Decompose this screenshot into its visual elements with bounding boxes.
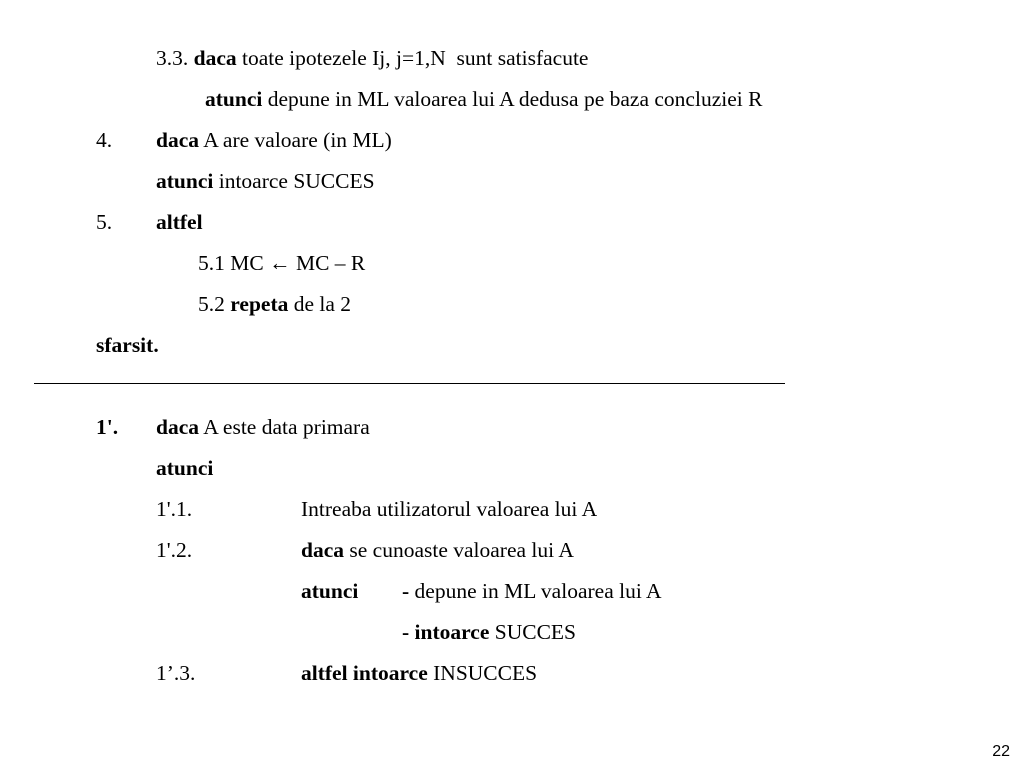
keyword-sfarsit: sfarsit. bbox=[96, 333, 159, 357]
keyword-atunci: atunci bbox=[301, 579, 359, 603]
line-5-1: 5.1 MC ← MC – R bbox=[198, 251, 366, 275]
step-1p-1-number: 1'.1. bbox=[156, 497, 193, 521]
line-1p-3 bbox=[301, 663, 537, 685]
keyword-altfel: altfel bbox=[156, 210, 203, 234]
keyword-atunci: atunci bbox=[156, 456, 214, 480]
keyword-atunci: atunci bbox=[205, 87, 263, 111]
step-5-number: 5. bbox=[96, 210, 113, 234]
line-4-then bbox=[156, 171, 375, 193]
step-1p-3-number: 1’.3. bbox=[156, 661, 196, 685]
action-text: SUCCES bbox=[494, 620, 577, 644]
line-1p-1-text: Intreaba utilizatorul valoarea lui A bbox=[301, 497, 598, 521]
action-text: depune in ML valoarea lui A bbox=[414, 579, 662, 603]
step-4-number: 4. bbox=[96, 128, 113, 152]
step-number: 3.3. bbox=[156, 46, 189, 70]
keyword-atunci: atunci bbox=[156, 169, 214, 193]
action-text: intoarce SUCCES bbox=[218, 169, 375, 193]
keyword-daca: daca bbox=[156, 415, 199, 439]
condition-text: A este data primara bbox=[203, 415, 370, 439]
keyword-daca: daca bbox=[301, 538, 344, 562]
keyword-altfel-intoarce: altfel intoarce bbox=[301, 661, 428, 685]
dash-marker: - bbox=[402, 579, 410, 603]
keyword-daca: daca bbox=[193, 46, 237, 70]
keyword-intoarce: - intoarce bbox=[402, 620, 490, 644]
keyword-daca: daca bbox=[156, 128, 199, 152]
step-1p-number: 1'. bbox=[96, 415, 119, 439]
line-1p-2 bbox=[301, 540, 574, 562]
keyword-repeta: repeta bbox=[230, 292, 289, 316]
page-number: 22 bbox=[992, 743, 1010, 760]
condition-text: toate ipotezele Ij, j=1,N sunt satisfacute bbox=[242, 46, 589, 70]
line-5-2 bbox=[198, 294, 351, 316]
step-number: 5.2 bbox=[198, 292, 225, 316]
action-text: de la 2 bbox=[293, 292, 352, 316]
line-1p bbox=[156, 417, 370, 439]
line-1p-2-then bbox=[402, 581, 662, 603]
action-text: depune in ML valoarea lui A dedusa pe baza concluziei R bbox=[267, 87, 763, 111]
line-4 bbox=[156, 130, 392, 152]
step-1p-2-number: 1'.2. bbox=[156, 538, 193, 562]
line-3-3 bbox=[156, 48, 588, 70]
condition-text: se cunoaste valoarea lui A bbox=[349, 538, 574, 562]
condition-text: A are valoare (in ML) bbox=[203, 128, 392, 152]
horizontal-divider bbox=[34, 383, 785, 384]
action-text: INSUCCES bbox=[433, 661, 538, 685]
line-1p-2-then-2 bbox=[402, 622, 576, 644]
line-3-3-then bbox=[205, 89, 762, 111]
